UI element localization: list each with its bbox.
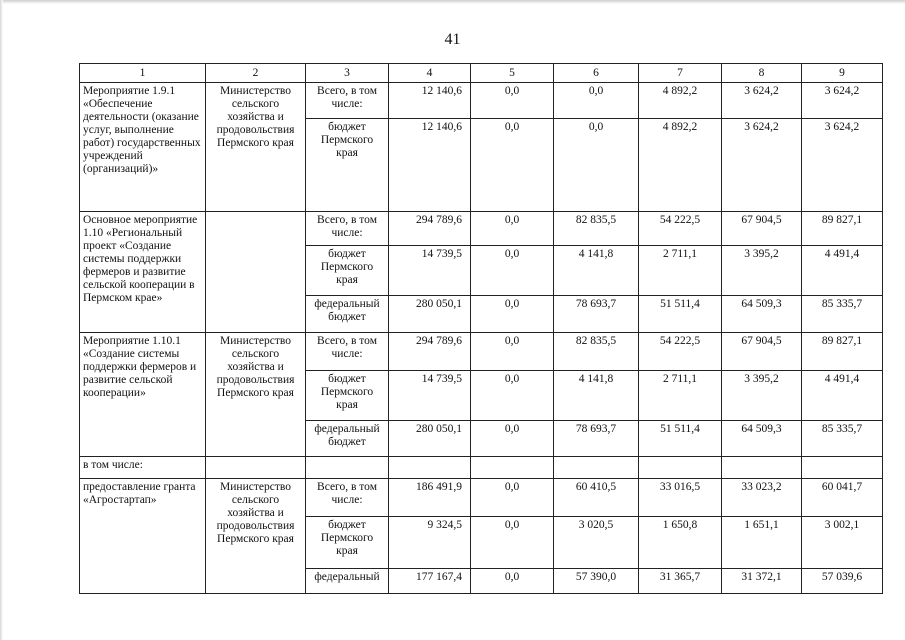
amount-cell: 14 739,5 [389,371,471,421]
budget-table [79,63,883,594]
amount-cell: 78 693,7 [554,296,639,333]
amount-cell: 0,0 [471,569,554,594]
amount-cell: 82 835,5 [554,333,639,371]
amount-cell: 0,0 [471,212,554,246]
amount-cell: 12 140,6 [389,119,471,212]
amount-cell: 33 023,2 [722,479,802,517]
amount-cell: 64 509,3 [722,421,802,457]
amount-cell: 60 410,5 [554,479,639,517]
table-row [80,479,883,517]
scan-edge [0,0,3,640]
amount-cell [389,457,471,479]
table-row [80,333,883,371]
amount-cell: 57 039,6 [802,569,883,594]
executor-cell: Министерство сельского хозяйства и продовольствия Пермского края [206,479,306,594]
amount-cell: 1 651,1 [722,517,802,569]
scan-edge [0,0,905,4]
activity-name-cell: Мероприятие 1.9.1 «Обеспечение деятельности (оказание услуг, выполнение работ) государственных учреждений (организаций)» [80,83,206,212]
amount-cell: 3 624,2 [722,83,802,119]
funding-source-cell: федеральный бюджет [306,296,389,333]
amount-cell: 294 789,6 [389,333,471,371]
column-header: 6 [554,64,639,83]
funding-source-cell [306,457,389,479]
funding-source-cell: бюджет Пермского края [306,246,389,296]
amount-cell: 4 892,2 [639,83,722,119]
amount-cell: 2 711,1 [639,246,722,296]
amount-cell: 14 739,5 [389,246,471,296]
amount-cell: 1 650,8 [639,517,722,569]
amount-cell [554,457,639,479]
amount-cell: 2 711,1 [639,371,722,421]
amount-cell: 4 491,4 [802,246,883,296]
amount-cell: 4 141,8 [554,246,639,296]
funding-source-cell: бюджет Пермского края [306,517,389,569]
column-header: 5 [471,64,554,83]
amount-cell: 4 141,8 [554,371,639,421]
amount-cell: 60 041,7 [802,479,883,517]
amount-cell: 51 511,4 [639,421,722,457]
column-header: 7 [639,64,722,83]
funding-source-cell: Всего, в том числе: [306,83,389,119]
amount-cell: 0,0 [554,119,639,212]
executor-cell [206,457,306,479]
column-header: 3 [306,64,389,83]
activity-name-cell: Основное мероприятие 1.10 «Региональный проект «Создание системы поддержки фермеров и развитие сельской кооперации в Пермском крае» [80,212,206,333]
amount-cell: 89 827,1 [802,212,883,246]
amount-cell: 3 624,2 [722,119,802,212]
amount-cell: 177 167,4 [389,569,471,594]
amount-cell: 57 390,0 [554,569,639,594]
amount-cell: 67 904,5 [722,212,802,246]
funding-source-cell: Всего, в том числе: [306,212,389,246]
amount-cell: 3 395,2 [722,371,802,421]
funding-source-cell: Всего, в том числе: [306,333,389,371]
funding-source-cell: бюджет Пермского края [306,119,389,212]
amount-cell: 0,0 [471,421,554,457]
column-header: 4 [389,64,471,83]
amount-cell: 0,0 [471,83,554,119]
amount-cell: 4 892,2 [639,119,722,212]
amount-cell: 51 511,4 [639,296,722,333]
amount-cell: 3 395,2 [722,246,802,296]
amount-cell: 280 050,1 [389,421,471,457]
amount-cell: 85 335,7 [802,296,883,333]
executor-cell: Министерство сельского хозяйства и продовольствия Пермского края [206,83,306,212]
column-header: 1 [80,64,206,83]
column-header: 2 [206,64,306,83]
amount-cell: 54 222,5 [639,212,722,246]
amount-cell [639,457,722,479]
amount-cell: 33 016,5 [639,479,722,517]
amount-cell: 0,0 [471,479,554,517]
amount-cell: 0,0 [471,371,554,421]
amount-cell: 9 324,5 [389,517,471,569]
amount-cell: 0,0 [471,119,554,212]
amount-cell: 3 624,2 [802,83,883,119]
amount-cell: 0,0 [471,333,554,371]
amount-cell: 280 050,1 [389,296,471,333]
table-row [80,83,883,119]
amount-cell: 3 002,1 [802,517,883,569]
table-row [80,212,883,246]
funding-source-cell: федеральный [306,569,389,594]
activity-name-cell: Мероприятие 1.10.1 «Создание системы поддержки фермеров и развитие сельской кооперации» [80,333,206,457]
activity-name-cell: предоставление гранта «Агростартап» [80,479,206,594]
amount-cell: 67 904,5 [722,333,802,371]
amount-cell: 4 491,4 [802,371,883,421]
amount-cell: 85 335,7 [802,421,883,457]
amount-cell: 0,0 [471,246,554,296]
column-header: 8 [722,64,802,83]
amount-cell [722,457,802,479]
column-number-row [80,64,883,83]
amount-cell: 3 624,2 [802,119,883,212]
activity-name-cell: в том числе: [80,457,206,479]
amount-cell: 12 140,6 [389,83,471,119]
amount-cell: 0,0 [471,517,554,569]
amount-cell: 186 491,9 [389,479,471,517]
amount-cell: 0,0 [471,296,554,333]
amount-cell [802,457,883,479]
amount-cell: 89 827,1 [802,333,883,371]
amount-cell: 294 789,6 [389,212,471,246]
funding-source-cell: бюджет Пермского края [306,371,389,421]
amount-cell: 82 835,5 [554,212,639,246]
executor-cell [206,212,306,333]
amount-cell: 64 509,3 [722,296,802,333]
amount-cell: 3 020,5 [554,517,639,569]
column-header: 9 [802,64,883,83]
page-number: 41 [444,31,461,48]
funding-source-cell: Всего, в том числе: [306,479,389,517]
amount-cell: 31 372,1 [722,569,802,594]
amount-cell: 78 693,7 [554,421,639,457]
funding-source-cell: федеральный бюджет [306,421,389,457]
amount-cell [471,457,554,479]
table-row [80,457,883,479]
amount-cell: 31 365,7 [639,569,722,594]
amount-cell: 0,0 [554,83,639,119]
amount-cell: 54 222,5 [639,333,722,371]
executor-cell: Министерство сельского хозяйства и продовольствия Пермского края [206,333,306,457]
